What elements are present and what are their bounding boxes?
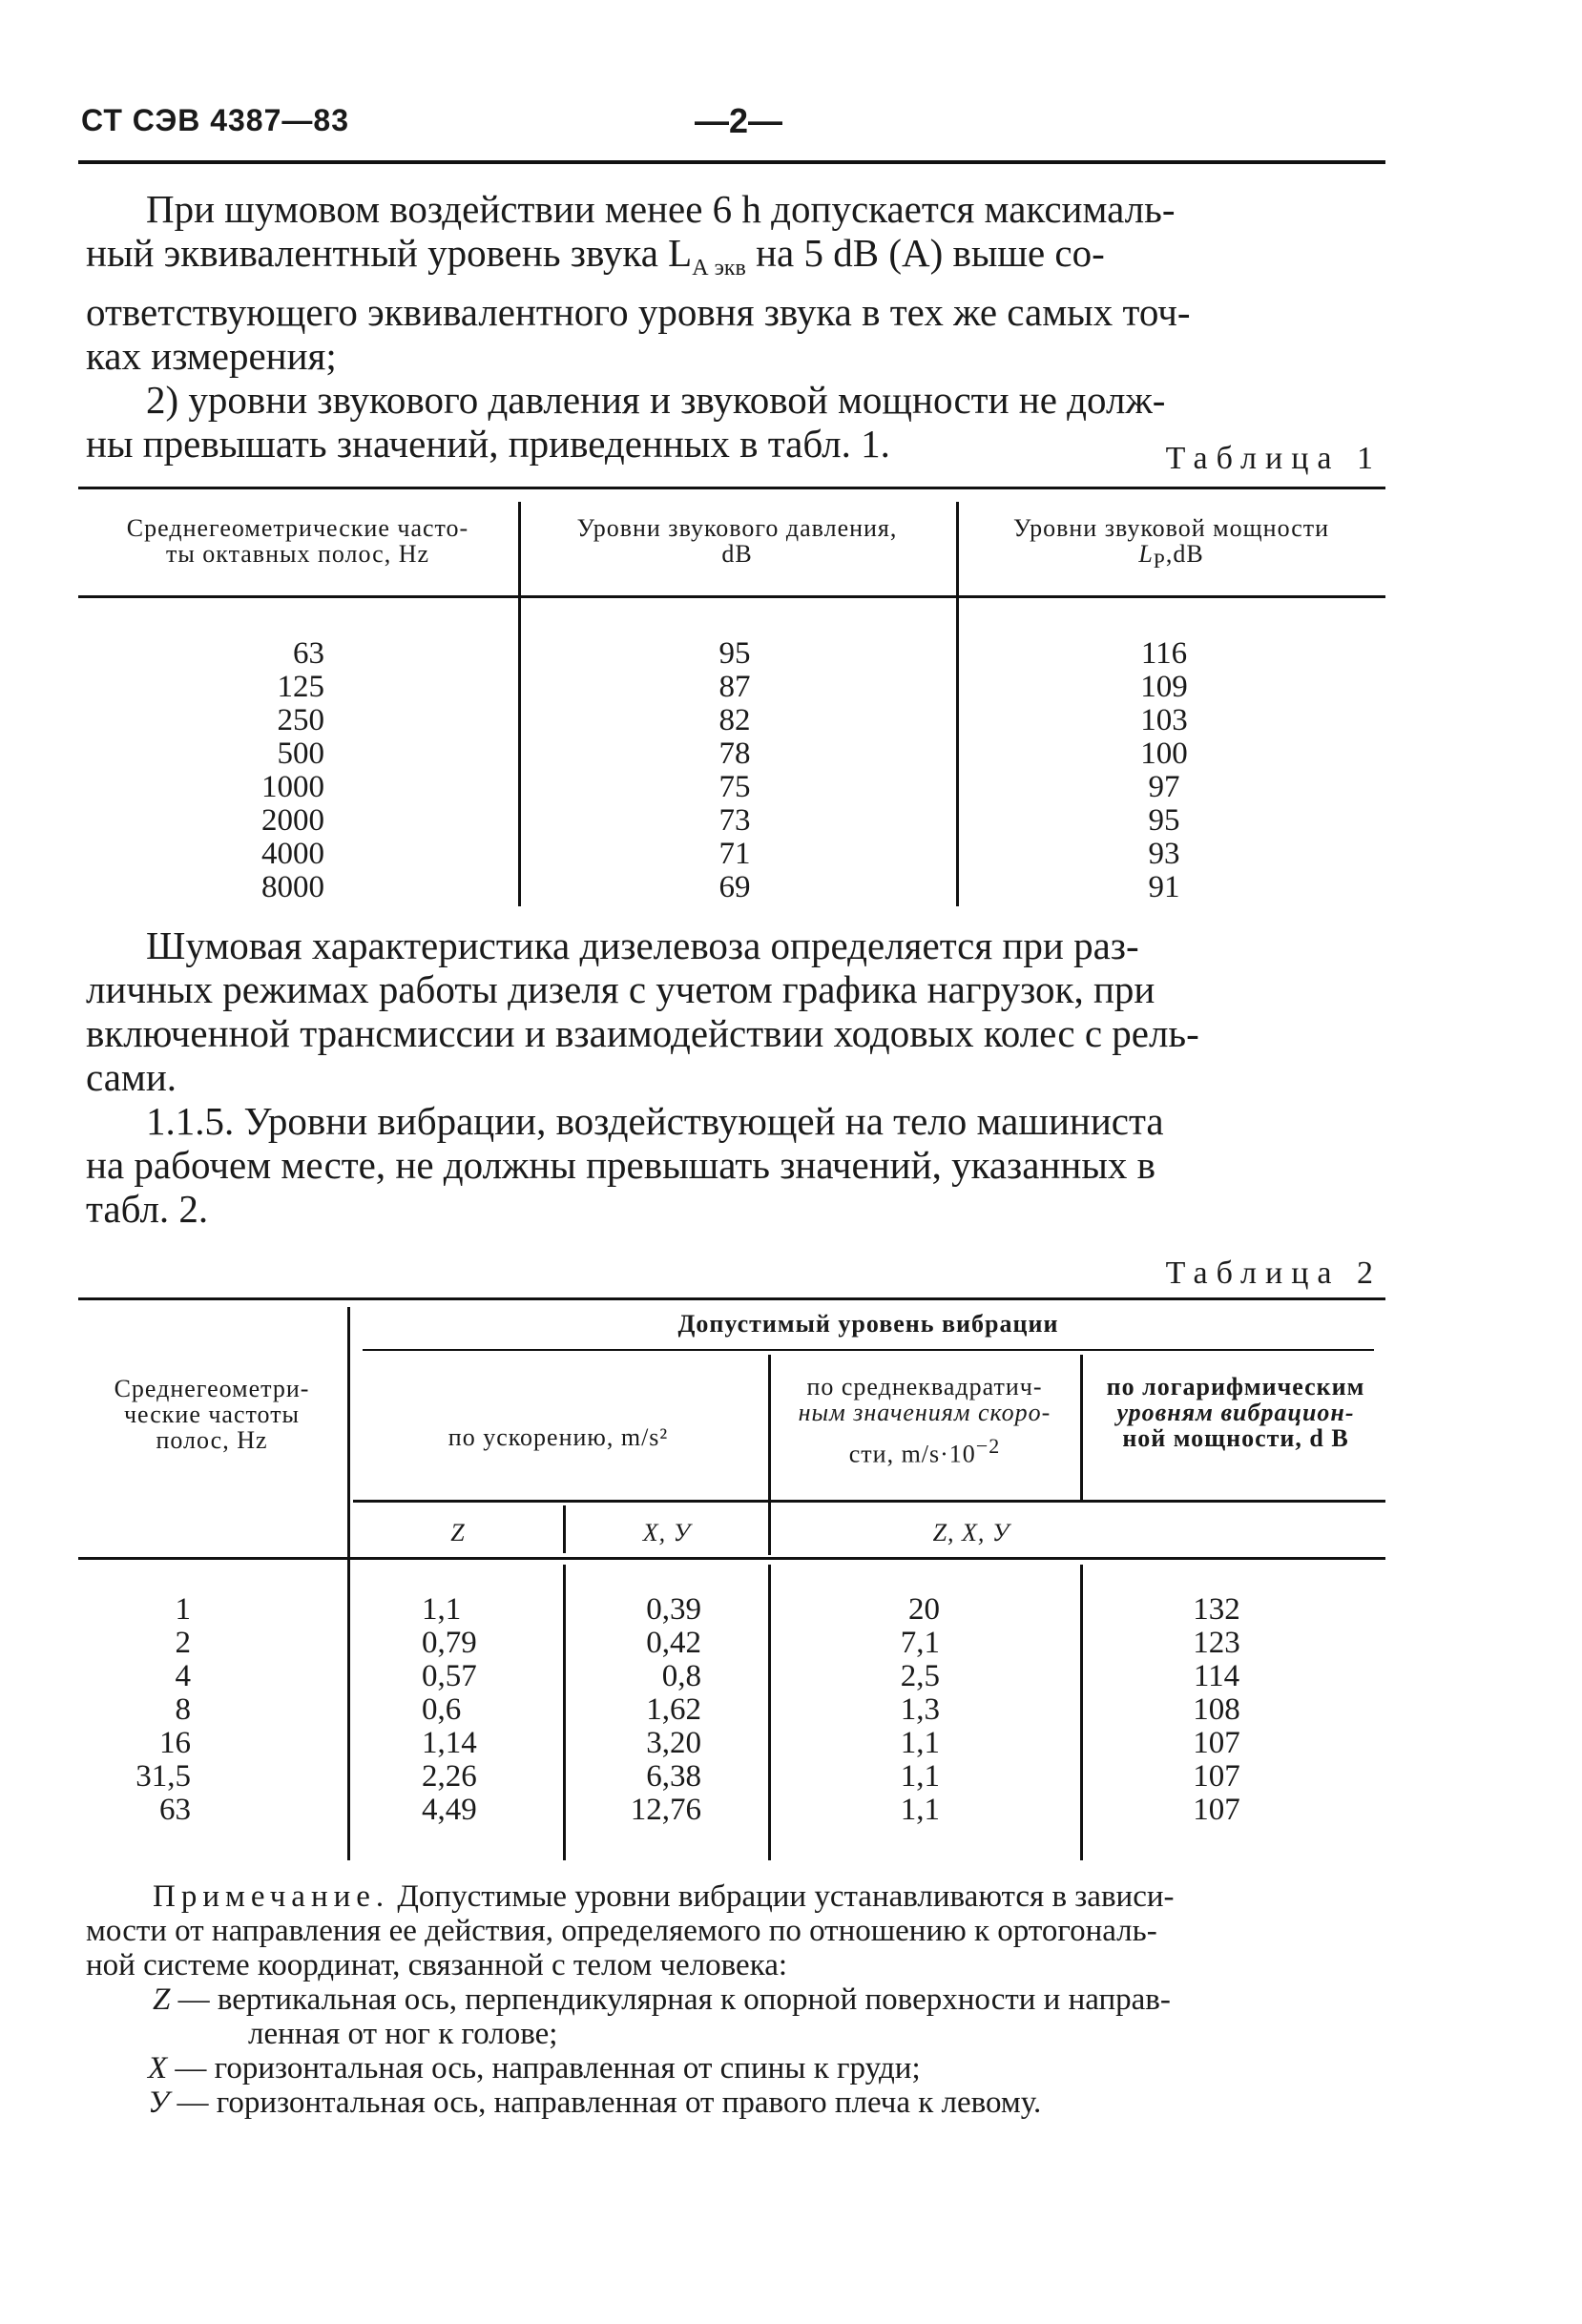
table2-col1-header-l2: ческие частоты — [123, 1401, 301, 1428]
table2-accel-xy-cell: 3,20 — [646, 1726, 701, 1760]
note-x-line — [86, 2051, 1403, 2085]
page-number: —2— — [695, 101, 783, 140]
table1-pressure-cell: 95 — [718, 636, 751, 671]
table1-col1-header — [78, 515, 517, 567]
table2-log-power-cell: 108 — [1193, 1692, 1240, 1727]
intro-line-2 — [86, 231, 1384, 290]
table2-accel-z-column — [422, 1593, 536, 1827]
mid-p2-line-2: на рабочем месте, не должны превышать значений, указанных в — [86, 1143, 1155, 1187]
lp-symbol: L — [1138, 540, 1154, 568]
mid-p2-line-3: табл. 2. — [86, 1187, 209, 1231]
table1-divider-1 — [518, 502, 521, 906]
table2-freq-cell: 63 — [159, 1793, 191, 1827]
table2-velocity-cell: 2,5 — [900, 1659, 940, 1693]
note-x-text: — горизонтальная ось, направленная от спины к груди; — [167, 2051, 921, 2085]
table2-velocity-column — [840, 1593, 940, 1827]
table1-freq-cell: 1000 — [261, 770, 324, 804]
table2-sub-zxy — [771, 1520, 1172, 1546]
table1-power-cell: 97 — [1148, 770, 1180, 804]
header-rule — [78, 160, 1385, 164]
table1-caption: Таблица 1 — [1165, 441, 1382, 476]
table2-accel-xy-cell: 1,62 — [646, 1692, 701, 1727]
table2-body-divider-1 — [347, 1565, 350, 1860]
table2-group-rule — [363, 1349, 1374, 1351]
table1-freq-cell: 63 — [293, 636, 324, 671]
table2-velocity-cell: 1,3 — [900, 1692, 940, 1727]
table2-accel-xy-cell: 6,38 — [646, 1759, 701, 1794]
table1-pressure-cell: 69 — [718, 870, 751, 904]
table1-pressure-cell: 78 — [718, 737, 751, 771]
note-x-symbol: X — [148, 2051, 168, 2085]
table2-sub-xy — [567, 1520, 767, 1546]
table1-power-cell: 103 — [1140, 703, 1188, 737]
table2-top-rule — [78, 1297, 1385, 1300]
table2-log-header-l1: по логарифмическим — [1106, 1373, 1365, 1401]
table2-freq-cell: 4 — [175, 1659, 191, 1693]
table2-velocity-header-l1: по среднеквадратич- — [806, 1373, 1043, 1401]
note-z-line — [86, 1982, 1403, 2017]
table1-col2-header — [520, 515, 954, 567]
table1-power-cell: 93 — [1148, 837, 1180, 871]
table2-accel-z-cell: 4,49 — [422, 1793, 477, 1827]
table1-pressure-cell: 82 — [718, 703, 751, 737]
table2-body-divider-2 — [563, 1565, 566, 1860]
table2-subheader-rule — [353, 1500, 1385, 1503]
table2-log-power-cell: 107 — [1193, 1793, 1240, 1827]
table1-col2-header-l2: dB — [721, 540, 753, 568]
mid-p1-line-1: Шумовая характеристика дизелевоза определяется при раз- — [146, 923, 1139, 967]
table2-log-power-cell: 123 — [1193, 1626, 1240, 1660]
table2-freq-cell: 1 — [175, 1592, 191, 1627]
table1-freq-cell: 2000 — [261, 803, 324, 838]
table2-accel-xy-column — [582, 1593, 701, 1827]
note-line-3: ной системе координат, связанной с телом человека: — [86, 1948, 788, 1982]
mid-p2-line-1: 1.1.5. Уровни вибрации, воздействующей на тело машиниста — [146, 1099, 1164, 1143]
table1-header-rule — [78, 595, 1385, 598]
note-line-1 — [86, 1879, 1403, 1914]
table2-note — [86, 1879, 1403, 2120]
table1-col3-header — [959, 515, 1384, 574]
table2-accel-xy-cell: 0,42 — [646, 1626, 701, 1660]
table1-col1-header-l1: Среднегеометрические часто- — [126, 514, 469, 542]
table1-power-cell: 91 — [1148, 870, 1180, 904]
intro-paragraph — [86, 187, 1384, 466]
mid-p1-line-4: сами. — [86, 1055, 177, 1099]
table2-accel-z-cell: 1,1 — [422, 1592, 462, 1627]
table2-frequency-column — [114, 1593, 191, 1827]
note-z-text: — вертикальная ось, перпендикулярная к опорной поверхности и направ- — [170, 1982, 1171, 2017]
sub-z-label: Z — [450, 1519, 466, 1546]
intro-line-1: При шумовом воздействии менее 6 h допускается максималь- — [146, 187, 1176, 231]
table2-velocity-cell: 20 — [908, 1592, 940, 1627]
mid-p1-line-3: включенной трансмиссии и взаимодействии ходовых колес с рель- — [86, 1011, 1199, 1055]
table2-group-header: Допустимый уровень вибрации — [677, 1310, 1059, 1338]
table1-freq-cell: 4000 — [261, 837, 324, 871]
table1-divider-2 — [956, 502, 959, 906]
table2-velocity-header-l3 — [771, 1433, 1078, 1467]
note-line-1-text: Допустимые уровни вибрации устанавливаются в зависи- — [389, 1879, 1175, 1914]
table2-accel-z-cell: 0,79 — [422, 1626, 477, 1660]
item2-line-2: ны превышать значений, приведенных в табл. 1. — [86, 422, 890, 467]
table2-accel-xy-cell: 12,76 — [630, 1793, 701, 1827]
table2-accel-header: по ускорению, m/s² — [448, 1423, 669, 1451]
table2-col1-header-l3: полос, Hz — [156, 1426, 268, 1454]
table1-power-cell: 95 — [1148, 803, 1180, 838]
intro-line-4: ках измерения; — [86, 334, 337, 379]
sub-xy-label: X, У — [642, 1519, 692, 1546]
note-line-2: мости от направления ее действия, определяемого по отношению к ортогональ- — [86, 1914, 1157, 1948]
mid-p1-line-2: личных режимах работы дизеля с учетом графика нагрузок, при — [86, 967, 1155, 1011]
item2-line-1: 2) уровни звукового давления и звуковой мощности не долж- — [146, 378, 1166, 423]
table2-log-header-l3: ной мощности, d B — [1122, 1424, 1349, 1452]
table2-sub-z — [353, 1520, 563, 1546]
table2-log-header — [1083, 1374, 1388, 1451]
sub-zxy-label: Z, X, У — [932, 1519, 1010, 1546]
laekv-subscript: А экв — [692, 256, 746, 281]
note-z-symbol: Z — [153, 1982, 171, 2017]
table2-velocity-header-l2: ным значениям скоро- — [798, 1399, 1051, 1426]
table2-accel-z-cell: 2,26 — [422, 1759, 477, 1794]
note-y-line — [86, 2085, 1403, 2120]
table1-power-column — [1116, 637, 1212, 904]
table1-pressure-column — [687, 637, 782, 904]
table2-log-power-cell: 132 — [1193, 1592, 1240, 1627]
table1-col2-header-l1: Уровни звукового давления, — [576, 514, 898, 542]
table1-pressure-cell: 87 — [718, 670, 751, 704]
table2-body-divider-4 — [1080, 1565, 1083, 1860]
table1-top-rule — [78, 487, 1385, 489]
table2-freq-cell: 2 — [175, 1626, 191, 1660]
table2-col1-header-l1: Среднегеометри- — [114, 1375, 310, 1402]
table2-accel-xy-cell: 0,8 — [661, 1659, 701, 1693]
note-label: Примечание. — [153, 1879, 390, 1914]
table2-freq-cell: 16 — [159, 1726, 191, 1760]
note-z-line-2: ленная от ног к голове; — [248, 2017, 558, 2051]
table2-caption: Таблица 2 — [1165, 1255, 1382, 1291]
table2-velocity-cell: 1,1 — [900, 1759, 940, 1794]
table2-freq-cell: 31,5 — [135, 1759, 191, 1794]
table2-log-power-cell: 107 — [1193, 1726, 1240, 1760]
table2-accel-z-cell: 0,57 — [422, 1659, 477, 1693]
table1-pressure-cell: 71 — [718, 837, 751, 871]
table1-col3-header-l1: Уровни звуковой мощности — [1012, 514, 1330, 542]
table1-power-cell: 109 — [1140, 670, 1188, 704]
table1-pressure-cell: 73 — [718, 803, 751, 838]
table2-freq-cell: 8 — [175, 1692, 191, 1727]
table1-power-cell: 100 — [1140, 737, 1188, 771]
velocity-exponent: −2 — [975, 1434, 1001, 1458]
document-code: СТ СЭВ 4387—83 — [81, 103, 349, 137]
intro-line-2-tail: на 5 dB (A) выше со- — [745, 231, 1105, 275]
table1-power-cell: 116 — [1140, 636, 1188, 671]
table2-velocity-header — [771, 1374, 1078, 1467]
lp-subscript: P — [1153, 550, 1166, 573]
table1-pressure-cell: 75 — [718, 770, 751, 804]
note-y-symbol: У — [148, 2085, 170, 2120]
table2-log-power-column — [1169, 1593, 1264, 1827]
table1-frequency-column — [191, 637, 324, 904]
table1-freq-cell: 125 — [277, 670, 324, 704]
table2-velocity-cell: 7,1 — [900, 1626, 940, 1660]
table1-freq-cell: 250 — [277, 703, 324, 737]
table1-col3-symbol — [959, 541, 1384, 574]
table2-accel-xy-cell: 0,39 — [646, 1592, 701, 1627]
table2-divider-z — [563, 1505, 566, 1553]
table2-accel-z-cell: 0,6 — [422, 1692, 462, 1727]
intro-line-3: ответствующего эквивалентного уровня звука в тех же самых точ- — [86, 290, 1191, 335]
table1-freq-cell: 8000 — [261, 870, 324, 904]
table2-velocity-cell: 1,1 — [900, 1793, 940, 1827]
table2-body-divider-3 — [768, 1565, 771, 1860]
table2-log-header-l2: уровням вибрацион- — [1116, 1399, 1355, 1426]
table1-freq-cell: 500 — [277, 737, 324, 771]
note-y-text: — горизонтальная ось, направленная от правого плеча к левому. — [169, 2085, 1042, 2120]
noise-characteristic-paragraph — [86, 923, 1384, 1231]
table2-log-power-cell: 114 — [1193, 1659, 1240, 1693]
lp-unit: ,dB — [1165, 540, 1204, 568]
table1-col1-header-l2: ты октавных полос, Hz — [165, 540, 430, 568]
velocity-unit: сти, m/s·10 — [848, 1440, 976, 1468]
table2-col1-header — [78, 1376, 345, 1453]
table2-accel-z-cell: 1,14 — [422, 1726, 477, 1760]
table2-velocity-cell: 1,1 — [900, 1726, 940, 1760]
table2-log-power-cell: 107 — [1193, 1759, 1240, 1794]
intro-line-2-head: ный эквивалентный уровень звука L — [86, 231, 693, 275]
table2-header-rule — [78, 1557, 1385, 1560]
